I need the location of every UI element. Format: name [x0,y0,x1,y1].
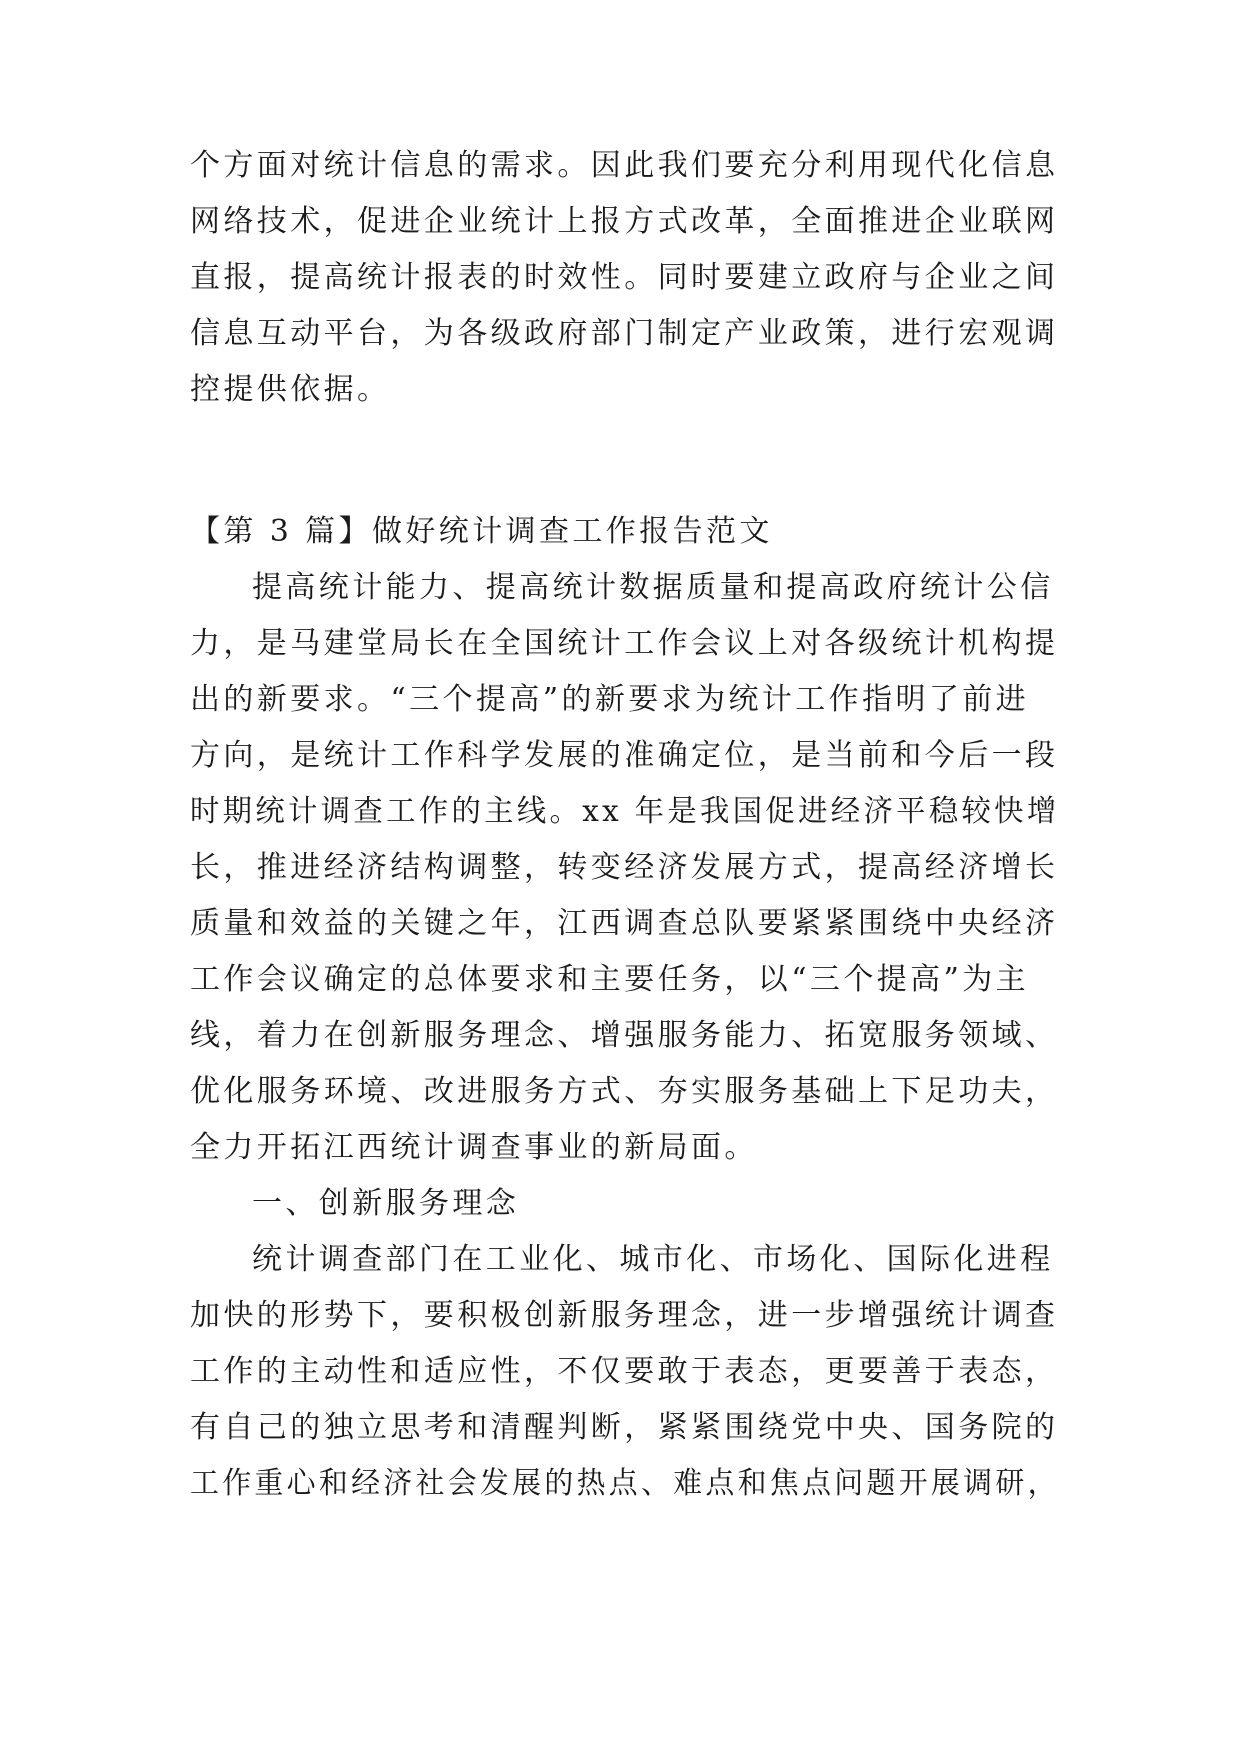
body-text-line: 控提供依据。 [190,372,391,407]
section-heading: 【第 3 篇】做好统计调查工作报告范文 [190,514,773,549]
body-text-line: 质量和效益的关键之年，江西调查总队要紧紧围绕中央经济 [190,906,1059,941]
body-text-line: 统计调查部门在工业化、城市化、市场化、国际化进程 [252,1242,1054,1277]
body-text-line: 工作的主动性和适应性，不仅要敢于表态，更要善于表态， [190,1354,1059,1389]
body-text-line: 出的新要求。“三个提高”的新要求为统计工作指明了前进 [190,682,1030,717]
body-text-line: 线，着力在创新服务理念、增强服务能力、拓宽服务领域、 [190,1018,1059,1053]
body-text-line: 工作会议确定的总体要求和主要任务，以“三个提高”为主 [190,962,1030,997]
body-text-line: 信息互动平台，为各级政府部门制定产业政策，进行宏观调 [190,316,1059,351]
body-text-line: 个方面对统计信息的需求。因此我们要充分利用现代化信息 [190,148,1059,183]
body-text-line: 方向，是统计工作科学发展的准确定位，是当前和今后一段 [190,738,1059,773]
subheading: 一、创新服务理念 [252,1186,520,1221]
body-text-line: 时期统计调查工作的主线。xx 年是我国促进经济平稳较快增 [190,794,1060,829]
body-text-line: 网络技术，促进企业统计上报方式改革，全面推进企业联网 [190,204,1059,239]
body-text-line: 有自己的独立思考和清醒判断，紧紧围绕党中央、国务院的 [190,1410,1059,1445]
body-text-line: 提高统计能力、提高统计数据质量和提高政府统计公信 [252,570,1054,605]
body-text-line: 优化服务环境、改进服务方式、夯实服务基础上下足功夫， [190,1074,1059,1109]
body-text-line: 长，推进经济结构调整，转变经济发展方式，提高经济增长 [190,850,1059,885]
body-text-line: 全力开拓江西统计调查事业的新局面。 [190,1130,758,1165]
body-text-line: 加快的形势下，要积极创新服务理念，进一步增强统计调查 [190,1298,1059,1333]
body-text-line: 力，是马建堂局长在全国统计工作会议上对各级统计机构提 [190,626,1059,661]
body-text-line: 直报，提高统计报表的时效性。同时要建立政府与企业之间 [190,260,1059,295]
body-text-line: 工作重心和经济社会发展的热点、难点和焦点问题开展调研， [190,1466,1060,1501]
